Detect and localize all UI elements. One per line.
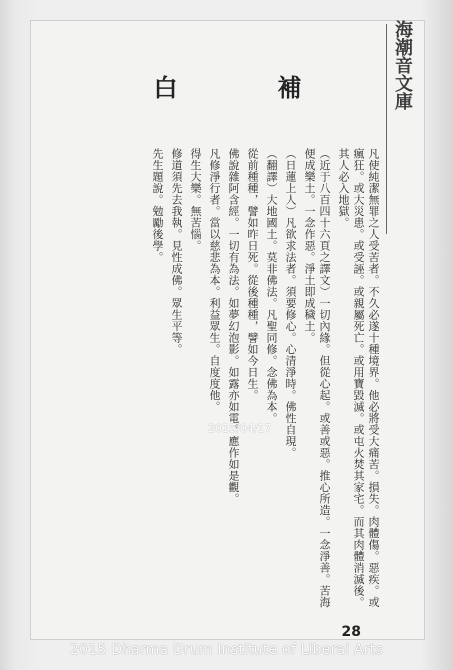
- section-heading: [30, 68, 425, 103]
- paragraph: 得生大樂。無苦惱。: [189, 148, 202, 252]
- paragraph: 先生題說。勉勵後學。: [151, 148, 164, 263]
- page-number: 28: [341, 624, 361, 640]
- paragraph: （翻譯）大地國土。莫非佛法。凡聖同修。念佛為本。: [265, 148, 278, 424]
- paragraph: （日蓮上人）凡欲求法者。須要修心。心清淨時。佛性自現。: [284, 148, 297, 459]
- date-stamp: 2015/04/17: [208, 422, 272, 435]
- paragraph: （近于八百四十六頁之譯文）一切內緣。但從心起。或善或惡。推心所造。一念淨善。苦海便成樂土。一念作惡。淨土即成穢土。: [303, 148, 331, 608]
- paragraph: 凡修淨行者。當以慈悲為本。利益眾生。自度度他。: [208, 148, 221, 413]
- masthead-title: 海潮音文庫: [392, 20, 413, 110]
- document-page: [30, 20, 425, 640]
- paragraph: 佛說雜阿含經。一切有為法。如夢幻泡影。如露亦如電。應作如是觀。: [227, 148, 240, 505]
- heading-char-2: 白: [153, 73, 178, 102]
- watermark-text: 2015 Dharma Drum Institute of Liberal Arts: [70, 642, 383, 658]
- paragraph: 修道須先去我執。見性成佛。眾生平等。: [170, 148, 183, 355]
- article-body: [81, 148, 381, 608]
- heading-char-1: 補: [277, 73, 302, 102]
- paragraph: 凡使純潔無罪之人受苦者。不久必遂十種境界。他必將受大痛苦。損失。肉體傷。惡疾。或瘋狂。或大災患。或受誣。或親屬死亡。或用寶毀滅。或屯火焚其家宅。而其肉體消滅後。其人必入地獄。: [337, 148, 380, 608]
- masthead-rule: [386, 24, 387, 234]
- paragraph: 從前種種，譬如昨日死。從後種種，譬如今日生。: [246, 148, 259, 401]
